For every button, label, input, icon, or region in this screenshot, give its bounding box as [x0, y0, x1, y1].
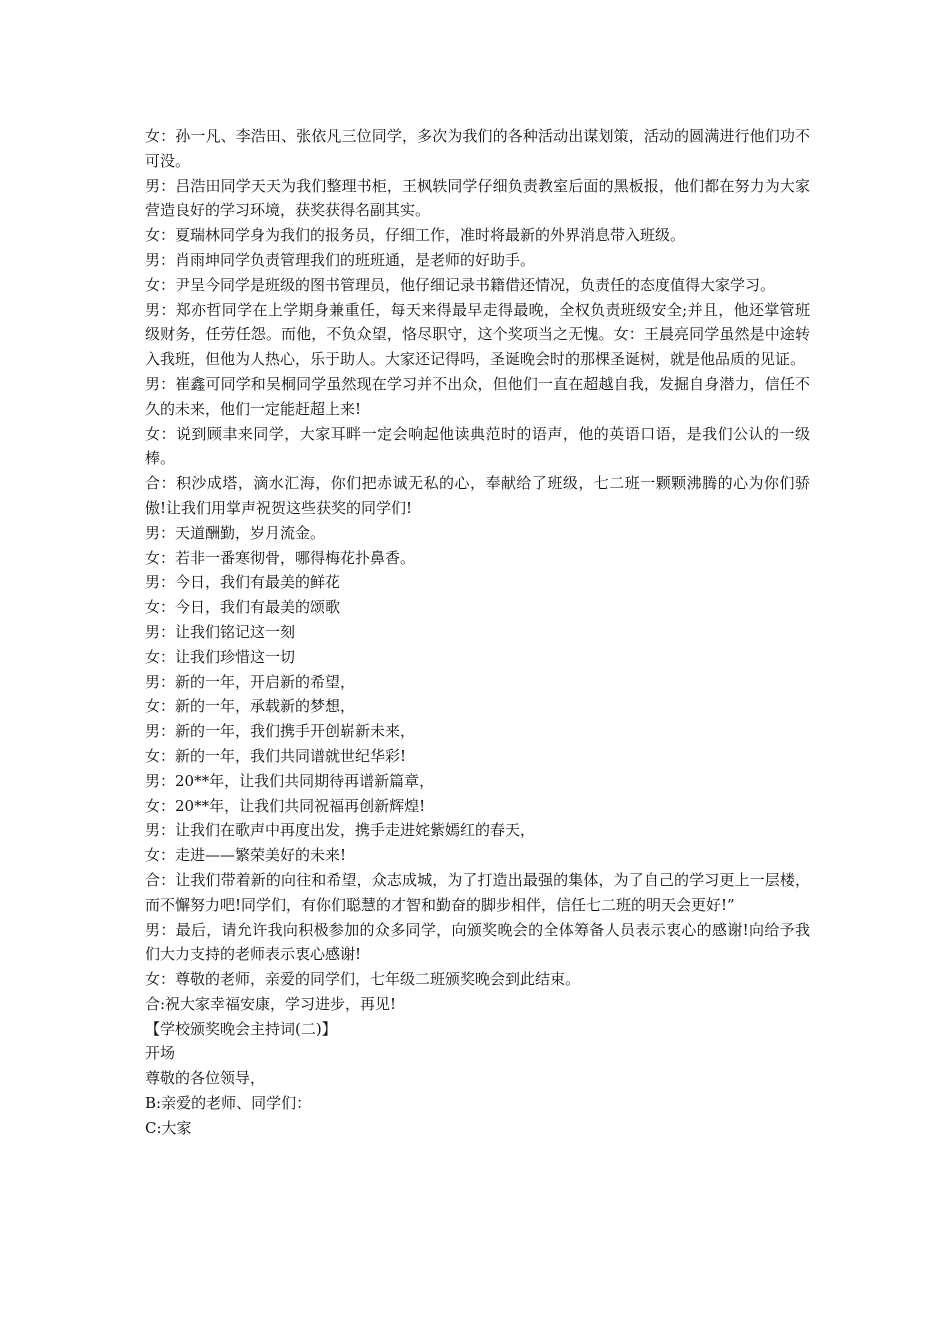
section-heading: 【学校颁奖晚会主持词(二)】 [145, 1019, 337, 1038]
paragraph: 女：说到顾聿来同学，大家耳畔一定会响起他读典范时的语声，他的英语口语，是我们公认的一级棒。 [145, 424, 810, 468]
paragraph: 女：若非一番寒彻骨，哪得梅花扑鼻香。 [145, 548, 416, 567]
paragraph: 女：今日，我们有最美的颂歌 [145, 598, 341, 617]
paragraph: 女：新的一年，我们共同谱就世纪华彩! [145, 746, 407, 765]
paragraph: 女：新的一年，承载新的梦想， [145, 697, 356, 716]
paragraph: C:大家 [145, 1118, 192, 1137]
paragraph: 合：让我们带着新的向往和希望，众志成城，为了打造出最强的集体，为了自己的学习更上一层楼，而不懈努力吧!同学们，有你们聪慧的才智和勤奋的脚步相伴，信任七二班的明天会更好!” [145, 870, 810, 914]
paragraph: 男：天道酬勤，岁月流金。 [145, 523, 326, 542]
paragraph: 男：郑亦哲同学在上学期身兼重任，每天来得最早走得最晚，全权负责班级安全;并且，他还掌管班级财务，任劳任怨。而他，不负众望，恪尽职守，这个奖项当之无愧。女：王晨亮同学虽然是中途转入我班，但他为人热心，乐于助人。大家还记得吗，圣诞晚会时的那棵圣诞树，就是他品质的见证。 [145, 300, 810, 369]
paragraph: 男：肖雨坤同学负责管理我们的班班通，是老师的好助手。 [145, 250, 536, 269]
paragraph: 男：今日，我们有最美的鲜花 [145, 573, 341, 592]
document-body [145, 124, 810, 1141]
paragraph: 女：20**年，让我们共同祝福再创新辉煌! [145, 796, 426, 815]
paragraph: 男：崔鑫可同学和吴桐同学虽然现在学习并不出众，但他们一直在超越自我，发掘自身潜力，信任不久的未来，他们一定能赶超上来! [145, 374, 810, 418]
paragraph: 女：让我们珍惜这一切 [145, 647, 296, 666]
paragraph: 合：积沙成塔，滴水汇海，你们把赤诚无私的心，奉献给了班级，七二班一颗颗沸腾的心为你们骄傲!让我们用掌声祝贺这些获奖的同学们! [145, 474, 810, 517]
paragraph: 合:祝大家幸福安康，学习进步，再见! [145, 994, 397, 1013]
paragraph: 女：夏瑞林同学身为我们的报务员，仔细工作，准时将最新的外界消息带入班级。 [145, 226, 686, 245]
paragraph: 男：最后，请允许我向积极参加的众多同学，向颁奖晚会的全体筹备人员表示衷心的感谢!向给予我们大力支持的老师表示衷心感谢! [145, 920, 810, 964]
paragraph: 男：吕浩田同学天天为我们整理书柜，王枫轶同学仔细负责教室后面的黑板报，他们都在努力为大家营造良好的学习环境，获奖获得名副其实。 [145, 176, 810, 220]
paragraph: 女：走进——繁荣美好的未来! [145, 846, 347, 865]
paragraph: 男：让我们在歌声中再度出发，携手走进姹紫嫣红的春天， [145, 821, 536, 840]
paragraph: 女：尊敬的老师，亲爱的同学们，七年级二班颁奖晚会到此结束。 [145, 970, 581, 989]
paragraph: 男：新的一年，我们携手开创崭新未来， [145, 722, 416, 741]
paragraph: 女：尹呈今同学是班级的图书管理员，他仔细记录书籍借还情况，负责任的态度值得大家学习。 [145, 275, 776, 294]
paragraph: 尊敬的各位领导， [145, 1069, 266, 1088]
paragraph: 女：孙一凡、李浩田、张依凡三位同学，多次为我们的各种活动出谋划策，活动的圆满进行他们功不可没。 [145, 127, 810, 170]
paragraph: 开场 [145, 1044, 176, 1063]
paragraph: 男：新的一年，开启新的希望， [145, 672, 356, 691]
paragraph: 男：20**年，让我们共同期待再谱新篇章， [145, 771, 435, 790]
paragraph: 男：让我们铭记这一刻 [145, 622, 296, 641]
paragraph: B:亲爱的老师、同学们： [145, 1094, 312, 1113]
